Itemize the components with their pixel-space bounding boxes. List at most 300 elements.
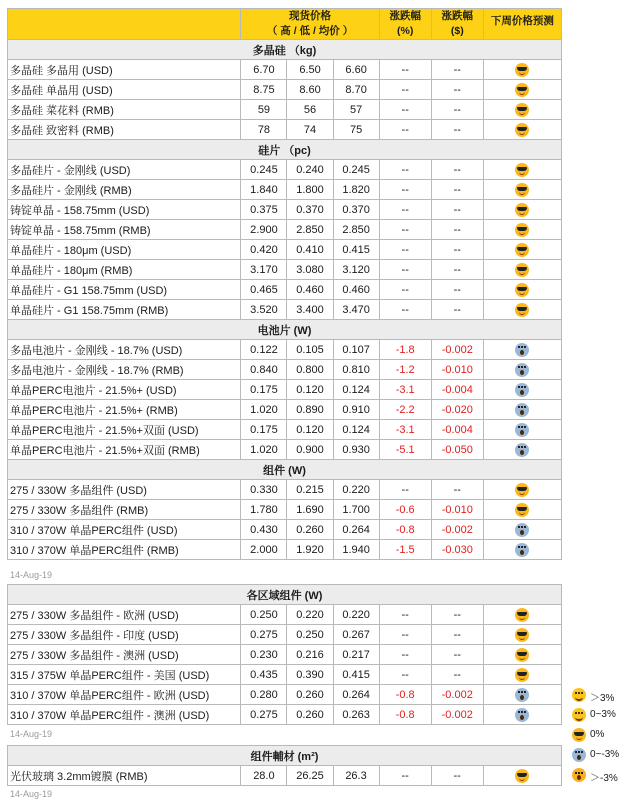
change-usd: -0.050 (431, 440, 483, 460)
forecast-cell (483, 665, 561, 685)
change-usd: -- (431, 240, 483, 260)
price-low: 3.080 (287, 260, 333, 280)
forecast-cool-icon (515, 83, 529, 97)
change-pct: -2.2 (379, 400, 431, 420)
forecast-scream-icon (515, 708, 529, 722)
forecast-cell (483, 420, 561, 440)
price-avg: 8.70 (333, 80, 379, 100)
forecast-cool-icon (515, 283, 529, 297)
table-row (8, 766, 562, 786)
section-header (8, 746, 562, 766)
product-name: 单晶PERC电池片 - 21.5%+ (RMB) (8, 400, 241, 420)
price-avg: 0.415 (333, 240, 379, 260)
forecast-scream-icon (515, 443, 529, 457)
change-usd: -0.002 (431, 685, 483, 705)
price-low: 0.460 (287, 280, 333, 300)
group-regional (8, 585, 562, 725)
change-pct: -0.6 (379, 500, 431, 520)
price-low: 3.400 (287, 300, 333, 320)
price-avg: 0.220 (333, 605, 379, 625)
change-usd: -- (431, 480, 483, 500)
forecast-cool-icon (515, 203, 529, 217)
price-avg: 0.263 (333, 705, 379, 725)
price-low: 0.120 (287, 380, 333, 400)
price-high: 0.275 (241, 705, 287, 725)
price-avg: 57 (333, 100, 379, 120)
price-avg: 3.470 (333, 300, 379, 320)
price-high: 1.020 (241, 440, 287, 460)
product-name: 多晶硅片 - 金刚线 (RMB) (8, 180, 241, 200)
change-pct: -0.8 (379, 685, 431, 705)
change-pct: -- (379, 766, 431, 786)
change-pct: -- (379, 60, 431, 80)
price-low: 0.410 (287, 240, 333, 260)
price-high: 8.75 (241, 80, 287, 100)
date-stamp: 14-Aug-19 (10, 789, 53, 799)
forecast-cell (483, 100, 561, 120)
price-low: 0.215 (287, 480, 333, 500)
legend-wow-icon (572, 768, 586, 782)
legend-item (570, 747, 632, 763)
section-title: 多晶硅 （kg) (8, 40, 562, 60)
product-name: 多晶硅 致密料 (RMB) (8, 120, 241, 140)
header-change-pct (379, 9, 431, 40)
forecast-cell (483, 540, 561, 560)
forecast-cool-icon (515, 668, 529, 682)
spot-price-sub: （ 高 / 低 / 均价 ） (266, 25, 354, 37)
price-avg: 0.245 (333, 160, 379, 180)
product-name: 单晶硅片 - 180μm (RMB) (8, 260, 241, 280)
change-pct: -- (379, 160, 431, 180)
header-forecast (483, 9, 561, 40)
price-avg: 0.124 (333, 420, 379, 440)
price-avg: 1.700 (333, 500, 379, 520)
price-table-aux (7, 745, 562, 786)
forecast-scream-icon (515, 688, 529, 702)
price-low: 0.260 (287, 685, 333, 705)
price-avg: 0.264 (333, 520, 379, 540)
price-low: 0.250 (287, 625, 333, 645)
forecast-cell (483, 340, 561, 360)
section-header (8, 40, 562, 60)
forecast-scream-icon (515, 343, 529, 357)
group-module (8, 460, 562, 560)
table-row (8, 280, 562, 300)
change-pct: -- (379, 280, 431, 300)
change-usd: -- (431, 180, 483, 200)
price-avg: 0.107 (333, 340, 379, 360)
price-avg: 0.264 (333, 685, 379, 705)
price-high: 0.175 (241, 420, 287, 440)
change-usd: -- (431, 60, 483, 80)
forecast-cell (483, 200, 561, 220)
price-high: 0.420 (241, 240, 287, 260)
change-pct: -- (379, 665, 431, 685)
legend-smile-icon (572, 708, 586, 722)
legend-label: ＞-3% (590, 773, 618, 784)
change-usd: -- (431, 160, 483, 180)
price-high: 1.840 (241, 180, 287, 200)
product-name: 315 / 375W 单晶PERC组件 - 美国 (USD) (8, 665, 241, 685)
table-row (8, 520, 562, 540)
product-name: 275 / 330W 多晶组件 (USD) (8, 480, 241, 500)
price-low: 1.920 (287, 540, 333, 560)
change-pct: -- (379, 120, 431, 140)
change-pct: -0.8 (379, 705, 431, 725)
forecast-cell (483, 80, 561, 100)
forecast-cell (483, 440, 561, 460)
section-header (8, 585, 562, 605)
price-high: 0.375 (241, 200, 287, 220)
product-name: 多晶硅 单晶用 (USD) (8, 80, 241, 100)
price-avg: 0.810 (333, 360, 379, 380)
price-avg: 1.820 (333, 180, 379, 200)
change-usd: -0.002 (431, 705, 483, 725)
price-low: 26.25 (287, 766, 333, 786)
price-avg: 0.930 (333, 440, 379, 460)
forecast-cell (483, 260, 561, 280)
forecast-cell (483, 645, 561, 665)
product-name: 单晶硅片 - 180μm (USD) (8, 240, 241, 260)
change-pct: -1.2 (379, 360, 431, 380)
section-title: 电池片 (W) (8, 320, 562, 340)
forecast-cell (483, 120, 561, 140)
forecast-cell (483, 180, 561, 200)
forecast-cool-icon (515, 243, 529, 257)
forecast-cell (483, 60, 561, 80)
table-row (8, 80, 562, 100)
forecast-cell (483, 520, 561, 540)
price-low: 0.240 (287, 160, 333, 180)
price-high: 6.70 (241, 60, 287, 80)
price-avg: 0.910 (333, 400, 379, 420)
change-usd: -- (431, 100, 483, 120)
forecast-cool-icon (515, 63, 529, 77)
change-usd: -0.004 (431, 420, 483, 440)
change-pct: -- (379, 100, 431, 120)
change-usd: -0.010 (431, 360, 483, 380)
price-low: 1.690 (287, 500, 333, 520)
forecast-cell (483, 685, 561, 705)
table-row (8, 500, 562, 520)
change-usd: -0.002 (431, 520, 483, 540)
section-header (8, 460, 562, 480)
table-row (8, 705, 562, 725)
header-spot-price (241, 9, 379, 40)
change-pct: -- (379, 260, 431, 280)
section-title: 组件輔材 (m²) (8, 746, 562, 766)
forecast-cell (483, 605, 561, 625)
legend-label: 0~3% (590, 709, 616, 720)
price-high: 0.435 (241, 665, 287, 685)
change-pct: -- (379, 240, 431, 260)
forecast-cell (483, 705, 561, 725)
product-name: 310 / 370W 单晶PERC组件 (USD) (8, 520, 241, 540)
group-wafer (8, 140, 562, 320)
forecast-cell (483, 625, 561, 645)
table-row (8, 400, 562, 420)
price-high: 0.175 (241, 380, 287, 400)
change-usd: -- (431, 300, 483, 320)
legend-item (570, 687, 632, 703)
price-high: 1.020 (241, 400, 287, 420)
change-usd: -- (431, 120, 483, 140)
group-aux (8, 746, 562, 786)
change-pct: -- (379, 625, 431, 645)
change-pct: -0.8 (379, 520, 431, 540)
product-name: 275 / 330W 多晶组件 - 欧洲 (USD) (8, 605, 241, 625)
table-row (8, 260, 562, 280)
change-pct: -1.8 (379, 340, 431, 360)
forecast-cell (483, 300, 561, 320)
forecast-cool-icon (515, 103, 529, 117)
forecast-label: 下周价格预测 (490, 15, 554, 27)
table-row (8, 120, 562, 140)
forecast-cell (483, 160, 561, 180)
table-row (8, 380, 562, 400)
table-row (8, 100, 562, 120)
legend-scream-icon (572, 748, 586, 762)
table-row (8, 200, 562, 220)
forecast-cell (483, 500, 561, 520)
change-usd: -- (431, 605, 483, 625)
price-high: 28.0 (241, 766, 287, 786)
change-usd: -0.030 (431, 540, 483, 560)
price-low: 0.800 (287, 360, 333, 380)
price-low: 0.220 (287, 605, 333, 625)
price-low: 0.105 (287, 340, 333, 360)
price-avg: 0.460 (333, 280, 379, 300)
price-high: 3.170 (241, 260, 287, 280)
section-title: 各区域组件 (W) (8, 585, 562, 605)
price-table-main (7, 8, 562, 560)
product-name: 310 / 370W 单晶PERC组件 - 欧洲 (USD) (8, 685, 241, 705)
forecast-cool-icon (515, 648, 529, 662)
table-row (8, 160, 562, 180)
change-usd: -- (431, 80, 483, 100)
change-usd: -- (431, 625, 483, 645)
price-avg: 0.267 (333, 625, 379, 645)
product-name: 多晶硅片 - 金刚线 (USD) (8, 160, 241, 180)
change-pct: -5.1 (379, 440, 431, 460)
legend-item (570, 767, 632, 783)
change-pct: -- (379, 480, 431, 500)
price-high: 78 (241, 120, 287, 140)
product-name: 310 / 370W 单晶PERC组件 - 澳洲 (USD) (8, 705, 241, 725)
price-avg: 0.217 (333, 645, 379, 665)
change-usd: -- (431, 220, 483, 240)
forecast-cell (483, 280, 561, 300)
forecast-cool-icon (515, 223, 529, 237)
forecast-cool-icon (515, 503, 529, 517)
forecast-cool-icon (515, 608, 529, 622)
change-usd: -- (431, 665, 483, 685)
group-cell (8, 320, 562, 460)
section-header (8, 320, 562, 340)
change-pct: -3.1 (379, 380, 431, 400)
price-high: 1.780 (241, 500, 287, 520)
legend-item (570, 727, 632, 743)
price-low: 2.850 (287, 220, 333, 240)
table-row (8, 665, 562, 685)
header-change-usd (431, 9, 483, 40)
change-pct-unit: (%) (397, 25, 414, 37)
price-low: 56 (287, 100, 333, 120)
price-low: 0.390 (287, 665, 333, 685)
product-name: 光伏玻璃 3.2mm镀膜 (RMB) (8, 766, 241, 786)
price-avg: 0.415 (333, 665, 379, 685)
change-pct: -- (379, 200, 431, 220)
change-usd-unit: ($) (450, 25, 464, 37)
legend-cool-icon (572, 728, 586, 742)
product-name: 275 / 330W 多晶组件 - 澳洲 (USD) (8, 645, 241, 665)
product-name: 单晶硅片 - G1 158.75mm (RMB) (8, 300, 241, 320)
change-pct: -- (379, 220, 431, 240)
table-row (8, 480, 562, 500)
date-stamp: 14-Aug-19 (10, 729, 53, 739)
product-name: 单晶PERC电池片 - 21.5%+ (USD) (8, 380, 241, 400)
price-low: 0.260 (287, 520, 333, 540)
change-pct: -- (379, 645, 431, 665)
price-avg: 75 (333, 120, 379, 140)
legend-item (570, 707, 632, 723)
price-low: 74 (287, 120, 333, 140)
change-pct: -- (379, 180, 431, 200)
price-high: 2.000 (241, 540, 287, 560)
section-title: 组件 (W) (8, 460, 562, 480)
price-low: 0.260 (287, 705, 333, 725)
table-row (8, 440, 562, 460)
price-low: 0.216 (287, 645, 333, 665)
forecast-cell (483, 360, 561, 380)
group-polysilicon (8, 40, 562, 140)
price-high: 0.465 (241, 280, 287, 300)
product-name: 310 / 370W 单晶PERC组件 (RMB) (8, 540, 241, 560)
product-name: 铸锭单晶 - 158.75mm (USD) (8, 200, 241, 220)
price-avg: 0.124 (333, 380, 379, 400)
table-row (8, 180, 562, 200)
price-low: 1.800 (287, 180, 333, 200)
price-low: 0.370 (287, 200, 333, 220)
forecast-cool-icon (515, 628, 529, 642)
table-row (8, 540, 562, 560)
change-usd: -- (431, 766, 483, 786)
price-avg: 0.220 (333, 480, 379, 500)
forecast-scream-icon (515, 383, 529, 397)
change-pct: -- (379, 300, 431, 320)
change-usd: -- (431, 280, 483, 300)
product-name: 多晶电池片 - 金刚线 - 18.7% (RMB) (8, 360, 241, 380)
price-high: 3.520 (241, 300, 287, 320)
price-high: 0.280 (241, 685, 287, 705)
price-low: 8.60 (287, 80, 333, 100)
change-usd: -- (431, 200, 483, 220)
forecast-cool-icon (515, 183, 529, 197)
table-row (8, 605, 562, 625)
product-name: 单晶PERC电池片 - 21.5%+双面 (USD) (8, 420, 241, 440)
legend-label: ＞3% (590, 693, 615, 704)
forecast-cool-icon (515, 769, 529, 783)
section-title: 硅片 （pc) (8, 140, 562, 160)
price-table-regional (7, 584, 562, 725)
forecast-cool-icon (515, 263, 529, 277)
change-usd: -- (431, 645, 483, 665)
forecast-scream-icon (515, 363, 529, 377)
forecast-scream-icon (515, 523, 529, 537)
product-name: 多晶硅 多晶用 (USD) (8, 60, 241, 80)
change-pct: -1.5 (379, 540, 431, 560)
forecast-scream-icon (515, 403, 529, 417)
product-name: 多晶硅 菜花料 (RMB) (8, 100, 241, 120)
product-name: 275 / 330W 多晶组件 (RMB) (8, 500, 241, 520)
table-row (8, 340, 562, 360)
price-high: 0.245 (241, 160, 287, 180)
price-low: 0.120 (287, 420, 333, 440)
price-high: 0.430 (241, 520, 287, 540)
forecast-cell (483, 220, 561, 240)
price-high: 2.900 (241, 220, 287, 240)
forecast-scream-icon (515, 543, 529, 557)
change-usd: -0.010 (431, 500, 483, 520)
forecast-cell (483, 766, 561, 786)
legend-smile-icon (572, 688, 586, 702)
change-usd: -0.002 (431, 340, 483, 360)
price-low: 0.890 (287, 400, 333, 420)
price-avg: 0.370 (333, 200, 379, 220)
forecast-cell (483, 400, 561, 420)
price-high: 0.275 (241, 625, 287, 645)
change-usd-label: 涨跌幅 (441, 10, 474, 22)
price-avg: 6.60 (333, 60, 379, 80)
table-row (8, 645, 562, 665)
product-name: 275 / 330W 多晶组件 - 印度 (USD) (8, 625, 241, 645)
section-header (8, 140, 562, 160)
forecast-cell (483, 380, 561, 400)
price-high: 0.840 (241, 360, 287, 380)
change-usd: -- (431, 260, 483, 280)
price-avg: 2.850 (333, 220, 379, 240)
price-high: 0.122 (241, 340, 287, 360)
header-blank (8, 9, 241, 40)
price-low: 6.50 (287, 60, 333, 80)
forecast-cell (483, 240, 561, 260)
change-pct: -- (379, 80, 431, 100)
legend-label: 0~-3% (590, 749, 620, 760)
change-pct: -- (379, 605, 431, 625)
forecast-cool-icon (515, 163, 529, 177)
table-row (8, 360, 562, 380)
product-name: 多晶电池片 - 金刚线 - 18.7% (USD) (8, 340, 241, 360)
table-row (8, 625, 562, 645)
forecast-cool-icon (515, 123, 529, 137)
price-high: 0.250 (241, 605, 287, 625)
price-avg: 26.3 (333, 766, 379, 786)
price-avg: 3.120 (333, 260, 379, 280)
table-row (8, 240, 562, 260)
legend-label: 0% (590, 729, 605, 740)
change-pct: -3.1 (379, 420, 431, 440)
date-stamp: 14-Aug-19 (10, 570, 53, 580)
table-row (8, 685, 562, 705)
price-high: 0.330 (241, 480, 287, 500)
product-name: 单晶PERC电池片 - 21.5%+双面 (RMB) (8, 440, 241, 460)
price-high: 0.230 (241, 645, 287, 665)
forecast-cell (483, 480, 561, 500)
table-row (8, 420, 562, 440)
table-header (8, 9, 562, 40)
change-usd: -0.020 (431, 400, 483, 420)
forecast-cool-icon (515, 303, 529, 317)
